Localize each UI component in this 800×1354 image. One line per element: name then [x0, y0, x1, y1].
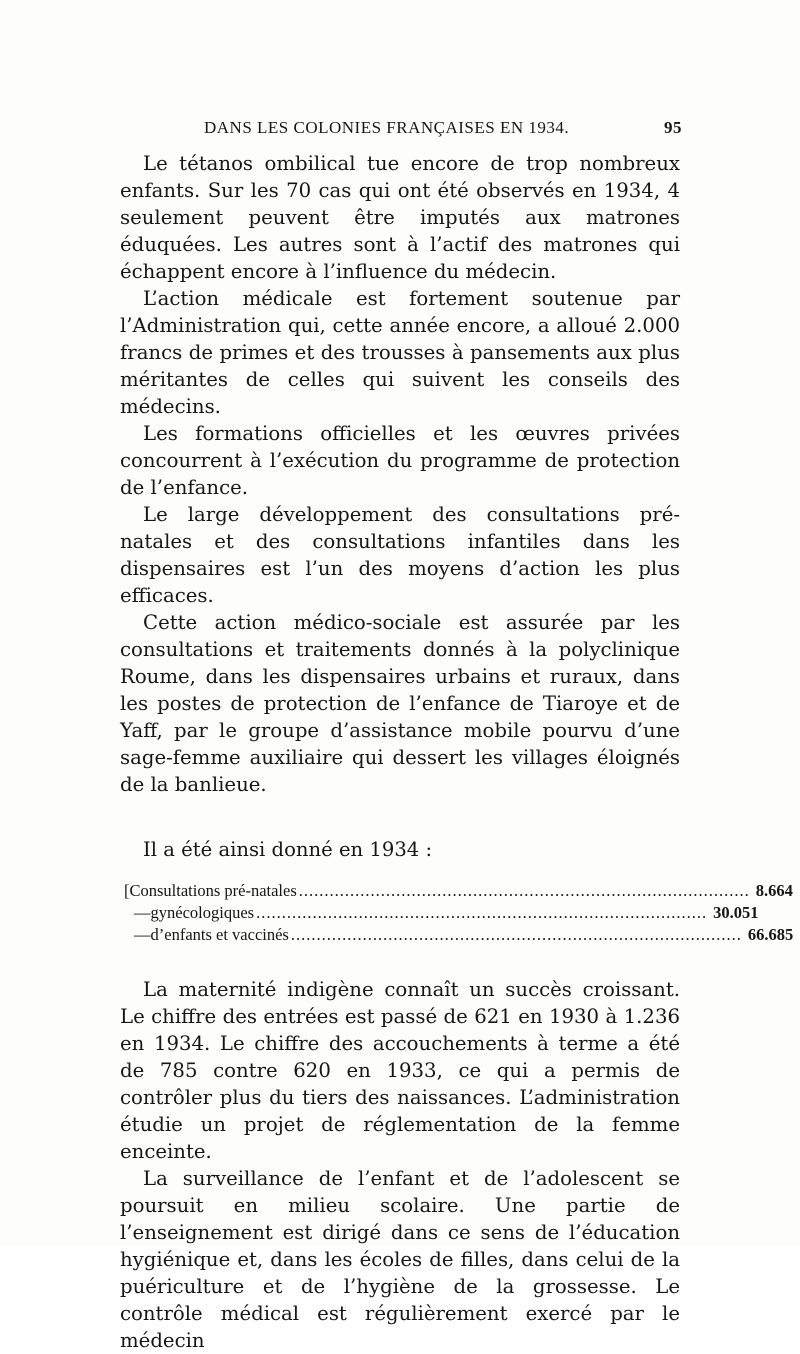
paragraph-maternite: La maternité indigène connaît un succès croissant. Le chiffre des entrées est passé de 621 en 1930 à 1.236 en 1934. Le chiffre des accouchements à terme a été de 785 contre 620 en 1933, ce qui a permis de contrôler plus du tiers des naissances. L’administration étudie un projet de réglementation de la femme enceinte.: [120, 978, 680, 1163]
paragraph-formations-officielles: Les formations officielles et les œuvres privées concourrent à l’exécution du programme de protection de l’enfance.: [120, 422, 680, 499]
paragraph-tetanos: Le tétanos ombilical tue encore de trop nombreux enfants. Sur les 70 cas qui ont été observés en 1934, 4 seulement peuvent être imputés aux matrones éduquées. Les autres sont à l’actif des matrones qui échappent encore à l’influence du médecin.: [120, 152, 680, 283]
consultation-stats: [124, 880, 794, 946]
stats-intro: Il a été ainsi donné en 1934 :: [143, 838, 433, 861]
leader-dots: ........................................................................................: [256, 903, 708, 922]
stats-label: Consultations pré-natales: [129, 881, 297, 900]
paragraph-surveillance-scolaire: La surveillance de l’enfant et de l’adolescent se poursuit en milieu scolaire. Une partie de l’enseignement est dirigé dans ce sens de l’éducation hygiénique et, dans les écoles de filles, dans celui de la puériculture et de l’hygiène de la grossesse. Le contrôle médical est régulièrement exercé par le médecin: [120, 1167, 680, 1352]
bracket-mark: [: [124, 881, 130, 900]
page-number: 95: [664, 118, 682, 137]
stats-value: 66.685: [747, 925, 794, 944]
ditto-dash: —: [134, 925, 151, 944]
stats-row-children-vaccinated: [134, 924, 794, 946]
paragraph-action-medico-sociale: Cette action médico-sociale est assurée par les consultations et traitements donnés à la polyclinique Roume, dans les dispensaires urbains et ruraux, dans les postes de protection de l’enfance de Tiaroye et de Yaff, par le groupe d’assistance mobile pourvu d’une sage-femme auxiliaire qui dessert les villages éloignés de la banlieue.: [120, 611, 680, 796]
stats-value: 8.664: [755, 881, 793, 900]
stats-value: 30.051: [713, 903, 759, 922]
stats-label: gynécologiques: [150, 903, 255, 922]
leader-dots: ........................................................................................: [298, 881, 750, 900]
paragraph-developpement-consultations: Le large développement des consultations pré-natales et des consultations infantiles dans les dispensaires est l’un des moyens d’action les plus efficaces.: [120, 503, 680, 607]
page-header: [120, 118, 682, 142]
body-text: [120, 150, 794, 1354]
stats-row-gynecological: [134, 902, 759, 924]
stats-label: d’enfants et vaccinés: [150, 925, 289, 944]
ditto-dash: —: [134, 903, 151, 922]
section-spacer: [120, 798, 680, 836]
running-head: DANS LES COLONIES FRANÇAISES EN 1934.: [204, 118, 570, 137]
leader-dots: ........................................................................................: [290, 925, 742, 944]
section-spacer: [120, 946, 680, 976]
paragraph-action-medicale: L’action médicale est fortement soutenue par l’Administration qui, cette année encore, a alloué 2.000 francs de primes et des trousses à pansements aux plus méritantes de celles qui suivent les conseils des médecins.: [120, 287, 680, 418]
stats-row-prenatal: [124, 880, 793, 902]
